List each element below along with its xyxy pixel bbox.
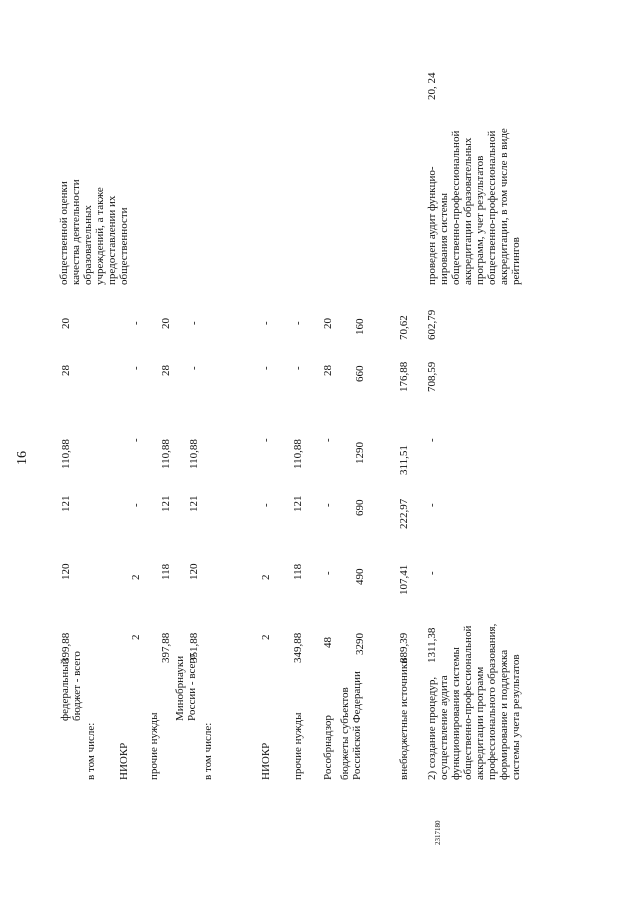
cell-9-3: 1290 — [354, 442, 366, 464]
cell-7-3: 110,88 — [292, 439, 304, 469]
cell-8-2: - — [322, 503, 334, 507]
cell-4-2: 121 — [188, 495, 200, 512]
cell-7-1: 118 — [292, 563, 304, 580]
result-text-2: проведен аудит функцио-нирования системы общественно-профессиональной аккредитации образовательных программ, учет результатов общественно-профессиональной аккредитации, в том числе в виде рейтингов — [426, 128, 522, 285]
cell-11-1: - — [426, 571, 438, 575]
document-id: 2317180 — [434, 820, 442, 845]
cell-0-4: 28 — [60, 365, 72, 376]
cell-9-4: 660 — [354, 365, 366, 382]
cell-10-4: 176,88 — [398, 361, 410, 392]
row-label-7: прочие нужды — [292, 712, 304, 780]
cell-8-3: - — [322, 438, 334, 442]
page-number: 16 — [15, 451, 30, 465]
cell-7-5: - — [292, 321, 304, 325]
cell-11-2: - — [426, 503, 438, 507]
row-label-3: прочие нужды — [148, 712, 160, 780]
cell-2-3: - — [130, 438, 142, 442]
cell-2-0: 2 — [130, 634, 142, 640]
cell-10-3: 311,51 — [398, 445, 410, 475]
cell-6-3: - — [260, 438, 272, 442]
cell-0-3: 110,88 — [60, 439, 72, 469]
row-label-8: Рособрнадзор — [322, 715, 334, 780]
row-label-6: НИОКР — [260, 742, 272, 780]
cell-10-5: 70,62 — [398, 315, 410, 340]
cell-4-5: - — [188, 321, 200, 325]
cell-9-1: 490 — [354, 568, 366, 585]
cell-9-0: 3290 — [354, 633, 366, 655]
cell-0-2: 121 — [60, 495, 72, 512]
cell-10-2: 222,97 — [398, 498, 410, 529]
cell-3-1: 118 — [160, 563, 172, 580]
cell-8-4: 28 — [322, 365, 334, 376]
cell-0-1: 120 — [60, 563, 72, 580]
cell-4-0: 351,88 — [188, 632, 200, 663]
cell-8-0: 48 — [322, 637, 334, 648]
cell-2-2: - — [130, 503, 142, 507]
cell-11-5: 602,79 — [426, 309, 438, 340]
row-label-11: 2) создание процедур, осуществление аудита функционирования системы общественно-профессиональной аккредитации программ профессионального образования, формирование и поддержка системы учета результатов — [426, 623, 522, 780]
cell-8-1: - — [322, 571, 334, 575]
cell-0-5: 20 — [60, 318, 72, 329]
cell-6-5: - — [260, 321, 272, 325]
cell-11-0: 1311,38 — [426, 627, 438, 663]
cell-9-5: 160 — [354, 318, 366, 335]
cell-6-1: 2 — [260, 574, 272, 580]
cell-4-1: 120 — [188, 563, 200, 580]
row-label-0: федеральный бюджет - всего — [59, 651, 83, 721]
row-label-5: в том числе: — [202, 722, 214, 780]
cell-6-2: - — [260, 503, 272, 507]
cell-11-4: 708,59 — [426, 361, 438, 392]
row-label-1: в том числе: — [85, 722, 97, 780]
cell-7-0: 349,88 — [292, 632, 304, 663]
row-label-2: НИОКР — [118, 742, 130, 780]
cell-0-0: 399,88 — [60, 632, 72, 663]
cell-10-0: 889,39 — [398, 632, 410, 663]
cell-3-0: 397,88 — [160, 632, 172, 663]
cell-2-5: - — [130, 321, 142, 325]
cell-7-4: - — [292, 366, 304, 370]
cell-3-3: 110,88 — [160, 439, 172, 469]
cell-3-4: 28 — [160, 365, 172, 376]
cell-9-2: 690 — [354, 499, 366, 516]
cell-6-0: 2 — [260, 634, 272, 640]
cell-2-1: 2 — [130, 574, 142, 580]
cell-4-4: - — [188, 366, 200, 370]
result-text-1: общественной оценки качества деятельности образовательных учреждений, а также предоставлении их общественности — [58, 179, 130, 285]
cell-2-4: - — [130, 366, 142, 370]
row-label-9: бюджеты субъектов Российской Федерации — [339, 671, 363, 780]
cell-3-2: 121 — [160, 495, 172, 512]
cell-3-5: 20 — [160, 318, 172, 329]
cell-7-2: 121 — [292, 495, 304, 512]
cell-11-3: - — [426, 438, 438, 442]
row-label-10: внебюджетные источники — [398, 657, 410, 780]
reference-2: 20, 24 — [426, 72, 438, 100]
cell-10-1: 107,41 — [398, 564, 410, 595]
cell-8-5: 20 — [322, 318, 334, 329]
row-label-4: Минобрнауки России - всего — [174, 653, 198, 721]
cell-6-4: - — [260, 366, 272, 370]
cell-4-3: 110,88 — [188, 439, 200, 469]
